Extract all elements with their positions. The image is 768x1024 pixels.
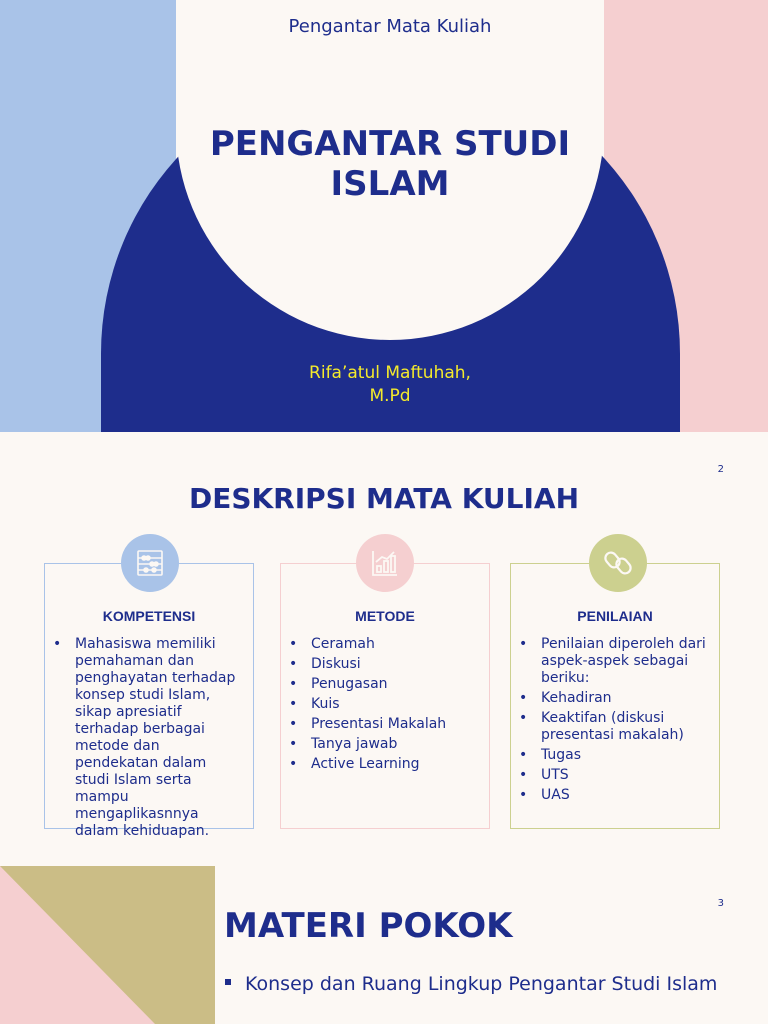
card-title: METODE	[355, 608, 415, 624]
slide-subtitle: Pengantar Mata Kuliah	[288, 16, 492, 37]
bar-chart-icon	[356, 534, 414, 592]
author-name	[176, 362, 604, 408]
list-item: • UAS	[541, 787, 709, 804]
card-title: PENILAIAN	[577, 608, 653, 624]
card-list	[519, 636, 709, 807]
list-item: • Mahasiswa memiliki pemahaman dan penghayatan terhadap konsep studi Islam, sikap apresiatif terhadap berbagai metode dan pendekatan dalam studi Islam serta mampu mengaplikasnnya dalam kehiduapan.	[75, 636, 243, 840]
list-item: • Presentasi Makalah	[311, 716, 479, 733]
list-item: • Diskusi	[311, 656, 479, 673]
card-kompetensi	[44, 563, 254, 839]
link-icon	[589, 534, 647, 592]
card-metode	[280, 563, 490, 829]
page-number: 3	[717, 898, 724, 909]
list-item: • Penugasan	[311, 676, 479, 693]
list-item: • Active Learning	[311, 756, 479, 773]
card-list	[289, 636, 479, 776]
author-line-1: Rifa’atul Maftuhah,	[309, 363, 471, 383]
list-item: • Tanya jawab	[311, 736, 479, 753]
list-item: Konsep dan Ruang Lingkup Pengantar Studi Islam	[245, 972, 725, 997]
card-list	[53, 636, 243, 843]
author-line-2: M.Pd	[369, 386, 411, 406]
slide-heading: DESKRIPSI MATA KULIAH	[188, 482, 580, 515]
list-item: • UTS	[541, 767, 709, 784]
slide-heading: MATERI POKOK	[224, 906, 513, 946]
card-title: KOMPETENSI	[102, 608, 196, 624]
card-penilaian	[510, 563, 720, 829]
list-item: • Keaktifan (diskusi presentasi makalah)	[541, 710, 709, 744]
abacus-icon	[121, 534, 179, 592]
slide-title	[0, 0, 768, 432]
list-item: • Kehadiran	[541, 690, 709, 707]
slide-course-description	[0, 432, 768, 866]
slide-main-material	[0, 866, 768, 1024]
list-item: • Ceramah	[311, 636, 479, 653]
list-item: • Kuis	[311, 696, 479, 713]
material-list	[224, 972, 725, 997]
list-item: • Tugas	[541, 747, 709, 764]
slide-title-text: PENGANTAR STUDI ISLAM	[209, 124, 571, 204]
page-number: 2	[717, 464, 724, 475]
list-item: • Penilaian diperoleh dari aspek-aspek sebagai beriku:	[541, 636, 709, 687]
